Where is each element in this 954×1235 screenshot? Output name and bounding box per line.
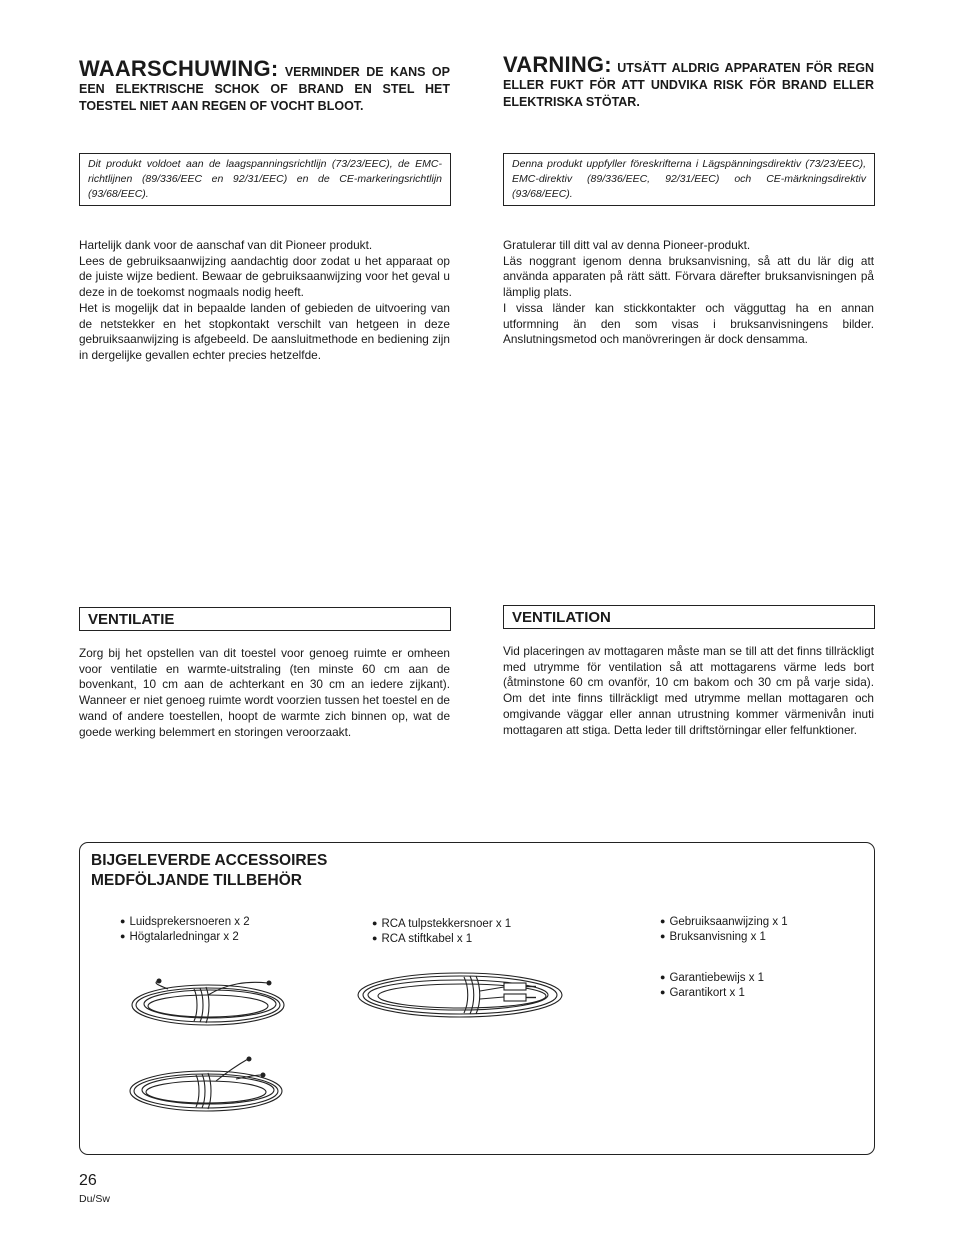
swedish-ventilation	[503, 644, 874, 738]
dutch-warning-word: WAARSCHUWING:	[79, 56, 279, 81]
swedish-warning-text: UTSÄTT ALDRIG APPARATEN FÖR REGN ELLER FUKT FÖR ATT UNDVIKA RISK FÖR BRAND ELLER ELEKTRISKA STÖTAR.	[503, 61, 874, 109]
swedish-ventilation-heading: VENTILATION	[503, 605, 875, 629]
speaker-cord-illustration	[126, 1055, 291, 1117]
list-item: ● Garantiebewijs x 1	[660, 971, 764, 986]
manual-list	[660, 915, 788, 944]
dutch-intro-thanks: Hartelijk dank voor de aanschaf van dit Pioneer produkt.	[79, 238, 373, 252]
dutch-warning-text: VERMINDER DE KANS OP EEN ELEKTRISCHE SCHOK OF BRAND EN STEL HET TOESTEL NIET AAN REGEN OF VOCHT BLOOT.	[79, 65, 450, 113]
list-item: ● Garantikort x 1	[660, 986, 764, 1001]
swedish-column	[503, 52, 874, 111]
dutch-compliance-box	[79, 153, 451, 206]
dutch-column	[79, 56, 450, 115]
accessories-title-nl: BIJGELEVERDE ACCESSOIRES	[91, 852, 328, 869]
list-item: ● Bruksanvisning x 1	[660, 930, 788, 945]
speaker-cord-illustration	[128, 973, 293, 1033]
swedish-ventilation-text: Vid placeringen av mottagaren måste man se till att det finns tillräckligt med utrymme för ventilation så att mottagarens värme leds bort (åtminstone 60 cm ovanför, 10 cm bakom och 30 cm på varje sida). Om det inte finns tillräckligt med utrymme mellan mottagaren och omgivande väggar eller annan utrustning kommer värmenivån inuti mottagaren att stiga. Detta leder till driftstörningar eller felfunktioner.	[503, 644, 874, 737]
swedish-ventilation-heading-box	[503, 605, 875, 629]
warranty-list	[660, 971, 764, 1000]
accessories-title	[91, 851, 327, 891]
page-number: 26	[79, 1172, 97, 1189]
swedish-intro-plug: I vissa länder kan stickkontakter och vägguttag ha en annan utformning än den som visas i bruksanvisningens bilder. Anslutningsmetod och manövreringen är dock densamma.	[503, 300, 874, 347]
swedish-warning	[503, 52, 874, 111]
list-item: ● Luidsprekersnoeren x 2	[120, 915, 250, 930]
swedish-intro-thanks: Gratulerar till ditt val av denna Pioneer-produkt.	[503, 238, 751, 252]
swedish-compliance-box	[503, 153, 875, 206]
dutch-ventilation-heading-box	[79, 607, 451, 631]
swedish-compliance-text: Denna produkt uppfyller föreskrifterna i Lägspänningsdirektiv (73/23/EEC), EMC-direktiv (89/336/EEC, 92/31/EEC) och CE-märkningsdirektiv (93/68/EEC).	[503, 153, 875, 206]
rca-cord-list	[372, 917, 511, 946]
dutch-intro-plug: Het is mogelijk dat in bepaalde landen of gebieden de uitvoering van de netstekker en het stopkontakt verschilt van hetgeen in deze gebruiksaanwijzing is afgebeeld. De aansluitmethode en bediening zijn in dergelijke gevallen echter precies hetzelfde.	[79, 300, 450, 362]
dutch-compliance-text: Dit produkt voldoet aan de laagspanningsrichtlijn (73/23/EEC), de EMC-richtlijnen (89/336/EEC en 92/31/EEC) en de CE-markeringsrichtlijn (93/68/EEC).	[79, 153, 451, 206]
list-item: ● Gebruiksaanwijzing x 1	[660, 915, 788, 930]
swedish-intro-manual: Läs noggrant igenom denna bruksanvisning, så att du lär dig att använda apparaten på rätt sätt. Förvara därefter bruksanvisningen på lämplig plats.	[503, 253, 874, 300]
list-item: ● Högtalarledningar x 2	[120, 930, 250, 945]
dutch-intro	[79, 238, 450, 364]
dutch-ventilation-text: Zorg bij het opstellen van dit toestel voor genoeg ruimte er omheen voor ventilatie en warmte-uitstraling (ten minste 60 cm aan de bovenkant, 10 cm aan de achterkant en 30 cm an iedere zijkant). Wanneer er niet genoeg ruimte wordt voorzien tussen het toestel en de wand of andere toestellen, hoopt de warmte zich binnen op, wat de goede werking belemmert en storingen veroorzaakt.	[79, 646, 450, 739]
list-item: ● RCA stiftkabel x 1	[372, 932, 511, 947]
rca-cable-illustration	[354, 967, 574, 1023]
dutch-ventilation	[79, 646, 450, 740]
accessories-title-sv: MEDFÖLJANDE TILLBEHÖR	[91, 872, 302, 889]
accessories-box	[79, 842, 875, 1155]
language-code: Du/Sw	[79, 1193, 110, 1205]
swedish-intro	[503, 238, 874, 348]
dutch-warning	[79, 56, 450, 115]
speaker-cord-list	[120, 915, 250, 944]
dutch-intro-manual: Lees de gebruiksaanwijzing aandachtig door zodat u het apparaat op de juiste wijze bedient. Bewaar de gebruiksaanwijzing voor het geval u deze in de toekomst nogmaals nodig heeft.	[79, 253, 450, 300]
dutch-ventilation-heading: VENTILATIE	[79, 607, 451, 631]
swedish-warning-word: VARNING:	[503, 52, 612, 77]
list-item: ● RCA tulpstekkersnoer x 1	[372, 917, 511, 932]
